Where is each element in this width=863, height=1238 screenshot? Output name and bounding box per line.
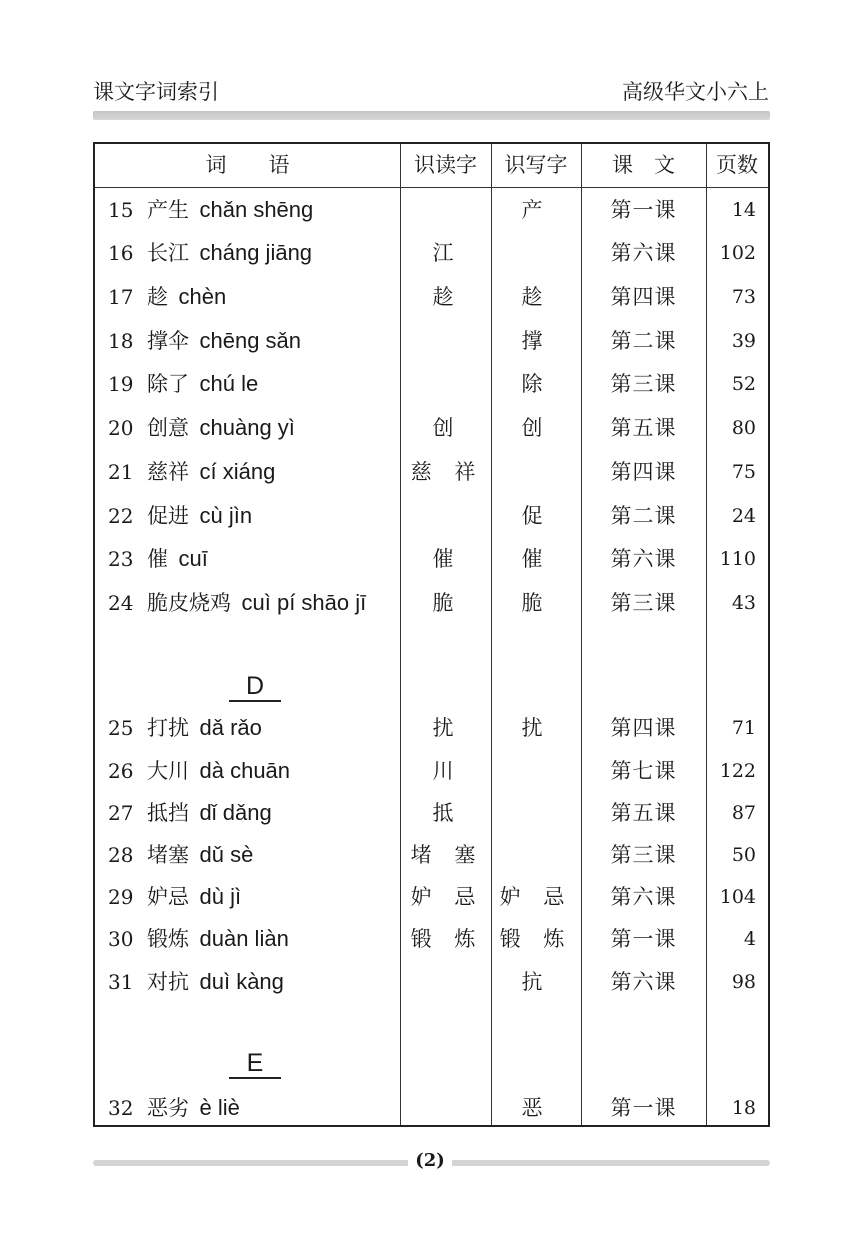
entry-pinyin: cù jìn: [199, 503, 253, 528]
entry-pinyin: duàn liàn: [199, 926, 289, 951]
entry-word-with-pinyin: [147, 539, 208, 579]
column-header-read-chars: 识读字: [414, 153, 477, 177]
entry-number: 20: [108, 416, 134, 440]
table-row: [95, 496, 768, 536]
page-ref: 14: [731, 199, 756, 221]
read-chars: 慈 祥: [410, 460, 484, 484]
page-ref: 4: [743, 928, 756, 950]
entry-word-with-pinyin: [147, 962, 284, 1002]
entry-number: 22: [108, 504, 134, 528]
table-row: [95, 583, 768, 623]
entry-pinyin: cháng jiāng: [199, 240, 313, 265]
entry-word: 堵塞: [147, 843, 189, 867]
header-row-divider: [95, 187, 768, 188]
read-chars: 脆: [432, 591, 462, 615]
section-letter: D: [229, 672, 281, 702]
entry-word-with-pinyin: [147, 877, 241, 917]
entry-word: 长江: [147, 241, 189, 265]
lesson-name: 第七课: [610, 759, 677, 783]
column-header-page: 页数: [716, 153, 758, 177]
entry-pinyin: è liè: [199, 1095, 240, 1120]
entry-word: 锻炼: [147, 927, 189, 951]
entry-word: 促进: [147, 504, 189, 528]
entry-pinyin: dǎ rǎo: [199, 715, 262, 740]
entry-pinyin: dù jì: [199, 884, 242, 909]
entry-word-with-pinyin: [147, 321, 301, 361]
page-ref: 50: [731, 844, 756, 866]
lesson-name: 第一课: [610, 1096, 677, 1120]
page-ref: 87: [731, 802, 756, 824]
entry-number: 31: [108, 970, 134, 994]
entry-word-with-pinyin: [147, 496, 252, 536]
entry-word: 抵挡: [147, 801, 189, 825]
entry-word-with-pinyin: [147, 233, 312, 273]
entry-number: 28: [108, 843, 134, 867]
page-ref: 80: [731, 417, 756, 439]
table-row: [95, 539, 768, 579]
page-ref: 39: [731, 330, 756, 352]
lesson-name: 第一课: [610, 927, 677, 951]
entry-word-with-pinyin: [147, 919, 289, 959]
read-chars: 堵 塞: [410, 843, 484, 867]
header-section-title: 课文字词索引: [93, 80, 219, 104]
vocabulary-index-table: [93, 142, 770, 1127]
entry-word-with-pinyin: [147, 190, 313, 230]
lesson-name: 第一课: [610, 198, 677, 222]
entry-number: 25: [108, 716, 134, 740]
entry-word: 打扰: [147, 716, 189, 740]
write-chars: 脆: [521, 591, 551, 615]
write-chars: 除: [521, 372, 551, 396]
lesson-name: 第三课: [610, 372, 677, 396]
lesson-name: 第二课: [610, 329, 677, 353]
entry-pinyin: chuàng yì: [199, 415, 295, 440]
lesson-name: 第六课: [610, 241, 677, 265]
entry-number: 18: [108, 329, 134, 353]
column-header-word: 词 语: [205, 153, 290, 177]
entry-word-with-pinyin: [147, 452, 275, 492]
table-row: [95, 793, 768, 833]
table-row: [95, 919, 768, 959]
write-chars: 锻 炼: [499, 927, 573, 951]
table-row: [95, 708, 768, 748]
table-row: [95, 364, 768, 404]
entry-word-with-pinyin: [147, 277, 226, 317]
entry-pinyin: dǔ sè: [199, 842, 254, 867]
entry-pinyin: cuì pí shāo jī: [241, 590, 367, 615]
entry-word-with-pinyin: [147, 408, 295, 448]
entry-pinyin: dǐ dǎng: [199, 800, 272, 825]
column-header-write-chars: 识写字: [504, 153, 568, 177]
table-row: [95, 835, 768, 875]
write-chars: 催: [521, 547, 551, 571]
page-ref: 122: [719, 760, 756, 782]
table-row: [95, 321, 768, 361]
entry-word: 撑伞: [147, 329, 189, 353]
entry-pinyin: chǎn shēng: [199, 197, 314, 222]
table-row: [95, 877, 768, 917]
table-row: [95, 751, 768, 791]
entry-word: 对抗: [147, 970, 189, 994]
entry-word: 除了: [147, 372, 189, 396]
entry-number: 19: [108, 372, 134, 396]
read-chars: 扰: [432, 716, 462, 740]
entry-number: 17: [108, 285, 134, 309]
write-chars: 扰: [521, 716, 551, 740]
page-ref: 75: [731, 461, 756, 483]
footer-rule-left: [93, 1160, 413, 1166]
lesson-name: 第五课: [610, 801, 677, 825]
entry-word-with-pinyin: [147, 583, 366, 623]
table-row: [95, 1088, 768, 1128]
table-row: [95, 233, 768, 273]
entry-word: 慈祥: [147, 460, 189, 484]
entry-number: 16: [108, 241, 134, 265]
lesson-name: 第四课: [610, 285, 677, 309]
entry-pinyin: cuī: [178, 546, 208, 571]
column-header-lesson: 课 文: [612, 153, 675, 177]
table-row: [95, 408, 768, 448]
page-ref: 98: [731, 971, 756, 993]
read-chars: 趁: [432, 285, 462, 309]
write-chars: 抗: [521, 970, 551, 994]
entry-number: 15: [108, 198, 134, 222]
entry-pinyin: duì kàng: [199, 969, 284, 994]
read-chars: 妒 忌: [410, 885, 484, 909]
write-chars: 撑: [521, 329, 551, 353]
page-ref: 18: [731, 1097, 756, 1119]
lesson-name: 第三课: [610, 591, 677, 615]
entry-word: 创意: [147, 416, 189, 440]
write-chars: 趁: [521, 285, 551, 309]
page-ref: 24: [731, 505, 756, 527]
read-chars: 川: [432, 759, 462, 783]
entry-word-with-pinyin: [147, 835, 253, 875]
entry-number: 27: [108, 801, 134, 825]
entry-pinyin: chēng sǎn: [199, 328, 302, 353]
entry-pinyin: chú le: [199, 371, 259, 396]
lesson-name: 第六课: [610, 970, 677, 994]
section-letter: E: [229, 1049, 281, 1079]
entry-number: 21: [108, 460, 134, 484]
write-chars: 妒 忌: [499, 885, 573, 909]
entry-pinyin: cí xiáng: [199, 459, 276, 484]
read-chars: 催: [432, 547, 462, 571]
read-chars: 抵: [432, 801, 462, 825]
entry-number: 29: [108, 885, 134, 909]
entry-pinyin: dà chuān: [199, 758, 291, 783]
read-chars: 锻 炼: [410, 927, 484, 951]
table-row: [95, 190, 768, 230]
entry-word: 大川: [147, 759, 189, 783]
entry-word-with-pinyin: [147, 793, 272, 833]
page-ref: 104: [719, 886, 756, 908]
entry-word: 产生: [147, 198, 189, 222]
entry-word: 催: [147, 547, 168, 571]
page-ref: 71: [731, 717, 756, 739]
read-chars: 创: [432, 416, 462, 440]
page-ref: 102: [719, 242, 756, 264]
entry-word-with-pinyin: [147, 1088, 240, 1128]
footer-rule-right: [448, 1160, 770, 1166]
entry-word: 趁: [147, 285, 168, 309]
lesson-name: 第五课: [610, 416, 677, 440]
entry-number: 26: [108, 759, 134, 783]
lesson-name: 第二课: [610, 504, 677, 528]
entry-word: 妒忌: [147, 885, 189, 909]
header-rule: [93, 111, 770, 120]
lesson-name: 第六课: [610, 547, 677, 571]
entry-word: 脆皮烧鸡: [147, 591, 231, 615]
entry-word-with-pinyin: [147, 708, 262, 748]
page-ref: 52: [731, 373, 756, 395]
entry-number: 32: [108, 1096, 134, 1120]
write-chars: 创: [521, 416, 551, 440]
entry-number: 24: [108, 591, 134, 615]
page-number: (2): [408, 1150, 452, 1171]
entry-word-with-pinyin: [147, 751, 290, 791]
write-chars: 促: [521, 504, 551, 528]
entry-word-with-pinyin: [147, 364, 258, 404]
page-ref: 73: [731, 286, 756, 308]
entry-pinyin: chèn: [178, 284, 227, 309]
table-row: [95, 277, 768, 317]
page-ref: 110: [719, 548, 756, 570]
lesson-name: 第四课: [610, 716, 677, 740]
header-book-title: 高级华文小六上: [622, 80, 769, 104]
entry-word: 恶劣: [147, 1096, 189, 1120]
write-chars: 产: [521, 198, 551, 222]
write-chars: 恶: [521, 1096, 551, 1120]
table-row: [95, 452, 768, 492]
table-row: [95, 962, 768, 1002]
read-chars: 江: [432, 241, 462, 265]
entry-number: 30: [108, 927, 134, 951]
lesson-name: 第三课: [610, 843, 677, 867]
page-ref: 43: [731, 592, 756, 614]
lesson-name: 第四课: [610, 460, 677, 484]
lesson-name: 第六课: [610, 885, 677, 909]
entry-number: 23: [108, 547, 134, 571]
